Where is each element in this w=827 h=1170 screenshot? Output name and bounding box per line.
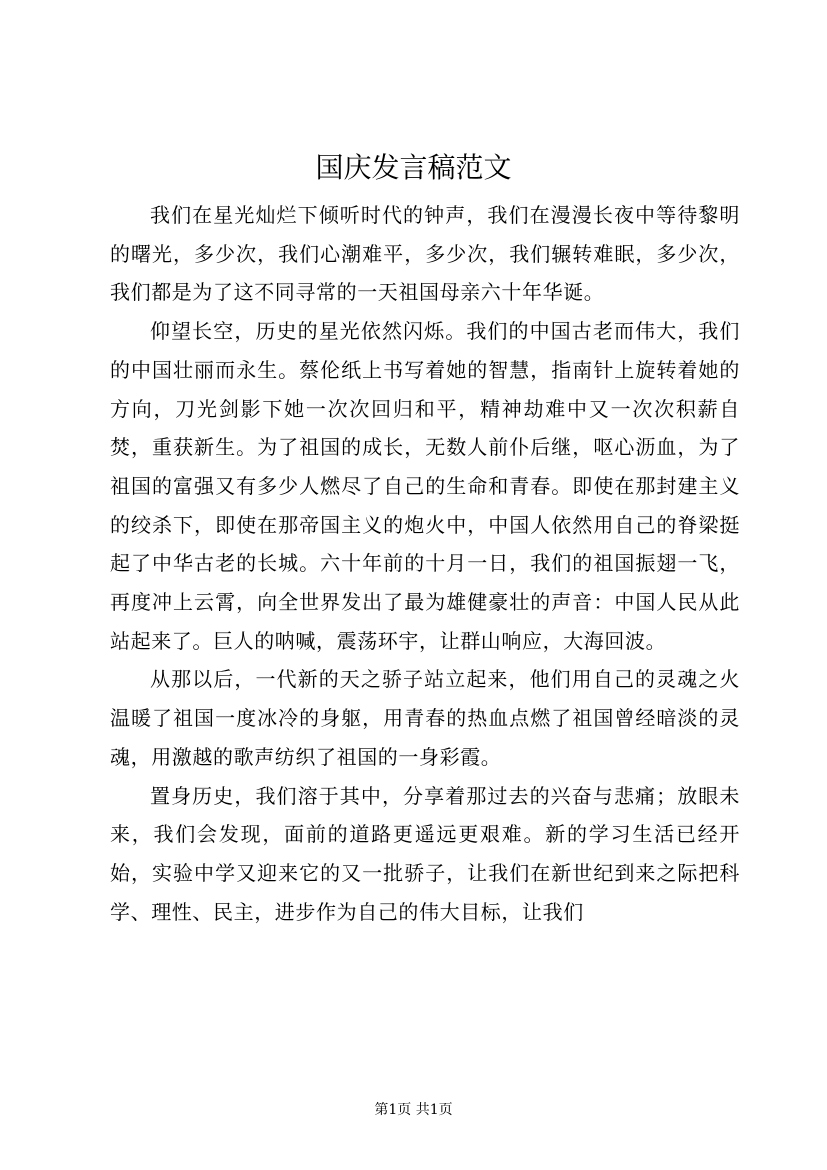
- paragraph-4: 置身历史，我们溶于其中，分享着那过去的兴奋与悲痛；放眼未来，我们会发现，面前的道路更遥远更艰难。新的学习生活已经开始，实验中学又迎来它的又一批骄子，让我们在新世纪到来之际把科学、理性、民主，进步作为自己的伟大目标，让我们: [110, 783, 740, 924]
- page-footer: 第1页 共1页: [374, 1102, 453, 1118]
- document-body: [110, 196, 740, 931]
- paragraph-1: 我们在星光灿烂下倾听时代的钟声，我们在漫漫长夜中等待黎明的曙光，多少次，我们心潮难平，多少次，我们辗转难眠，多少次，我们都是为了这不同寻常的一天祖国母亲六十年华诞。: [110, 203, 740, 305]
- paragraph-3: 从那以后，一代新的天之骄子站立起来，他们用自己的灵魂之火温暖了祖国一度冰冷的身躯，用青春的热血点燃了祖国曾经暗淡的灵魂，用激越的歌声纺织了祖国的一身彩霞。: [110, 667, 740, 769]
- paragraph-2: 仰望长空，历史的星光依然闪烁。我们的中国古老而伟大，我们的中国壮丽而永生。蔡伦纸上书写着她的智慧，指南针上旋转着她的方向，刀光剑影下她一次次回归和平，精神劫难中又一次次积薪自焚，重获新生。为了祖国的成长，无数人前仆后继，呕心沥血，为了祖国的富强又有多少人燃尽了自己的生命和青春。即使在那封建主义的绞杀下，即使在那帝国主义的炮火中，中国人依然用自己的脊梁挺起了中华古老的长城。六十年前的十月一日，我们的祖国振翅一飞，再度冲上云霄，向全世界发出了最为雄健豪壮的声音：中国人民从此站起来了。巨人的呐喊，震荡环宇，让群山响应，大海回波。: [110, 319, 740, 653]
- document-title: 国庆发言稿范文: [315, 151, 512, 184]
